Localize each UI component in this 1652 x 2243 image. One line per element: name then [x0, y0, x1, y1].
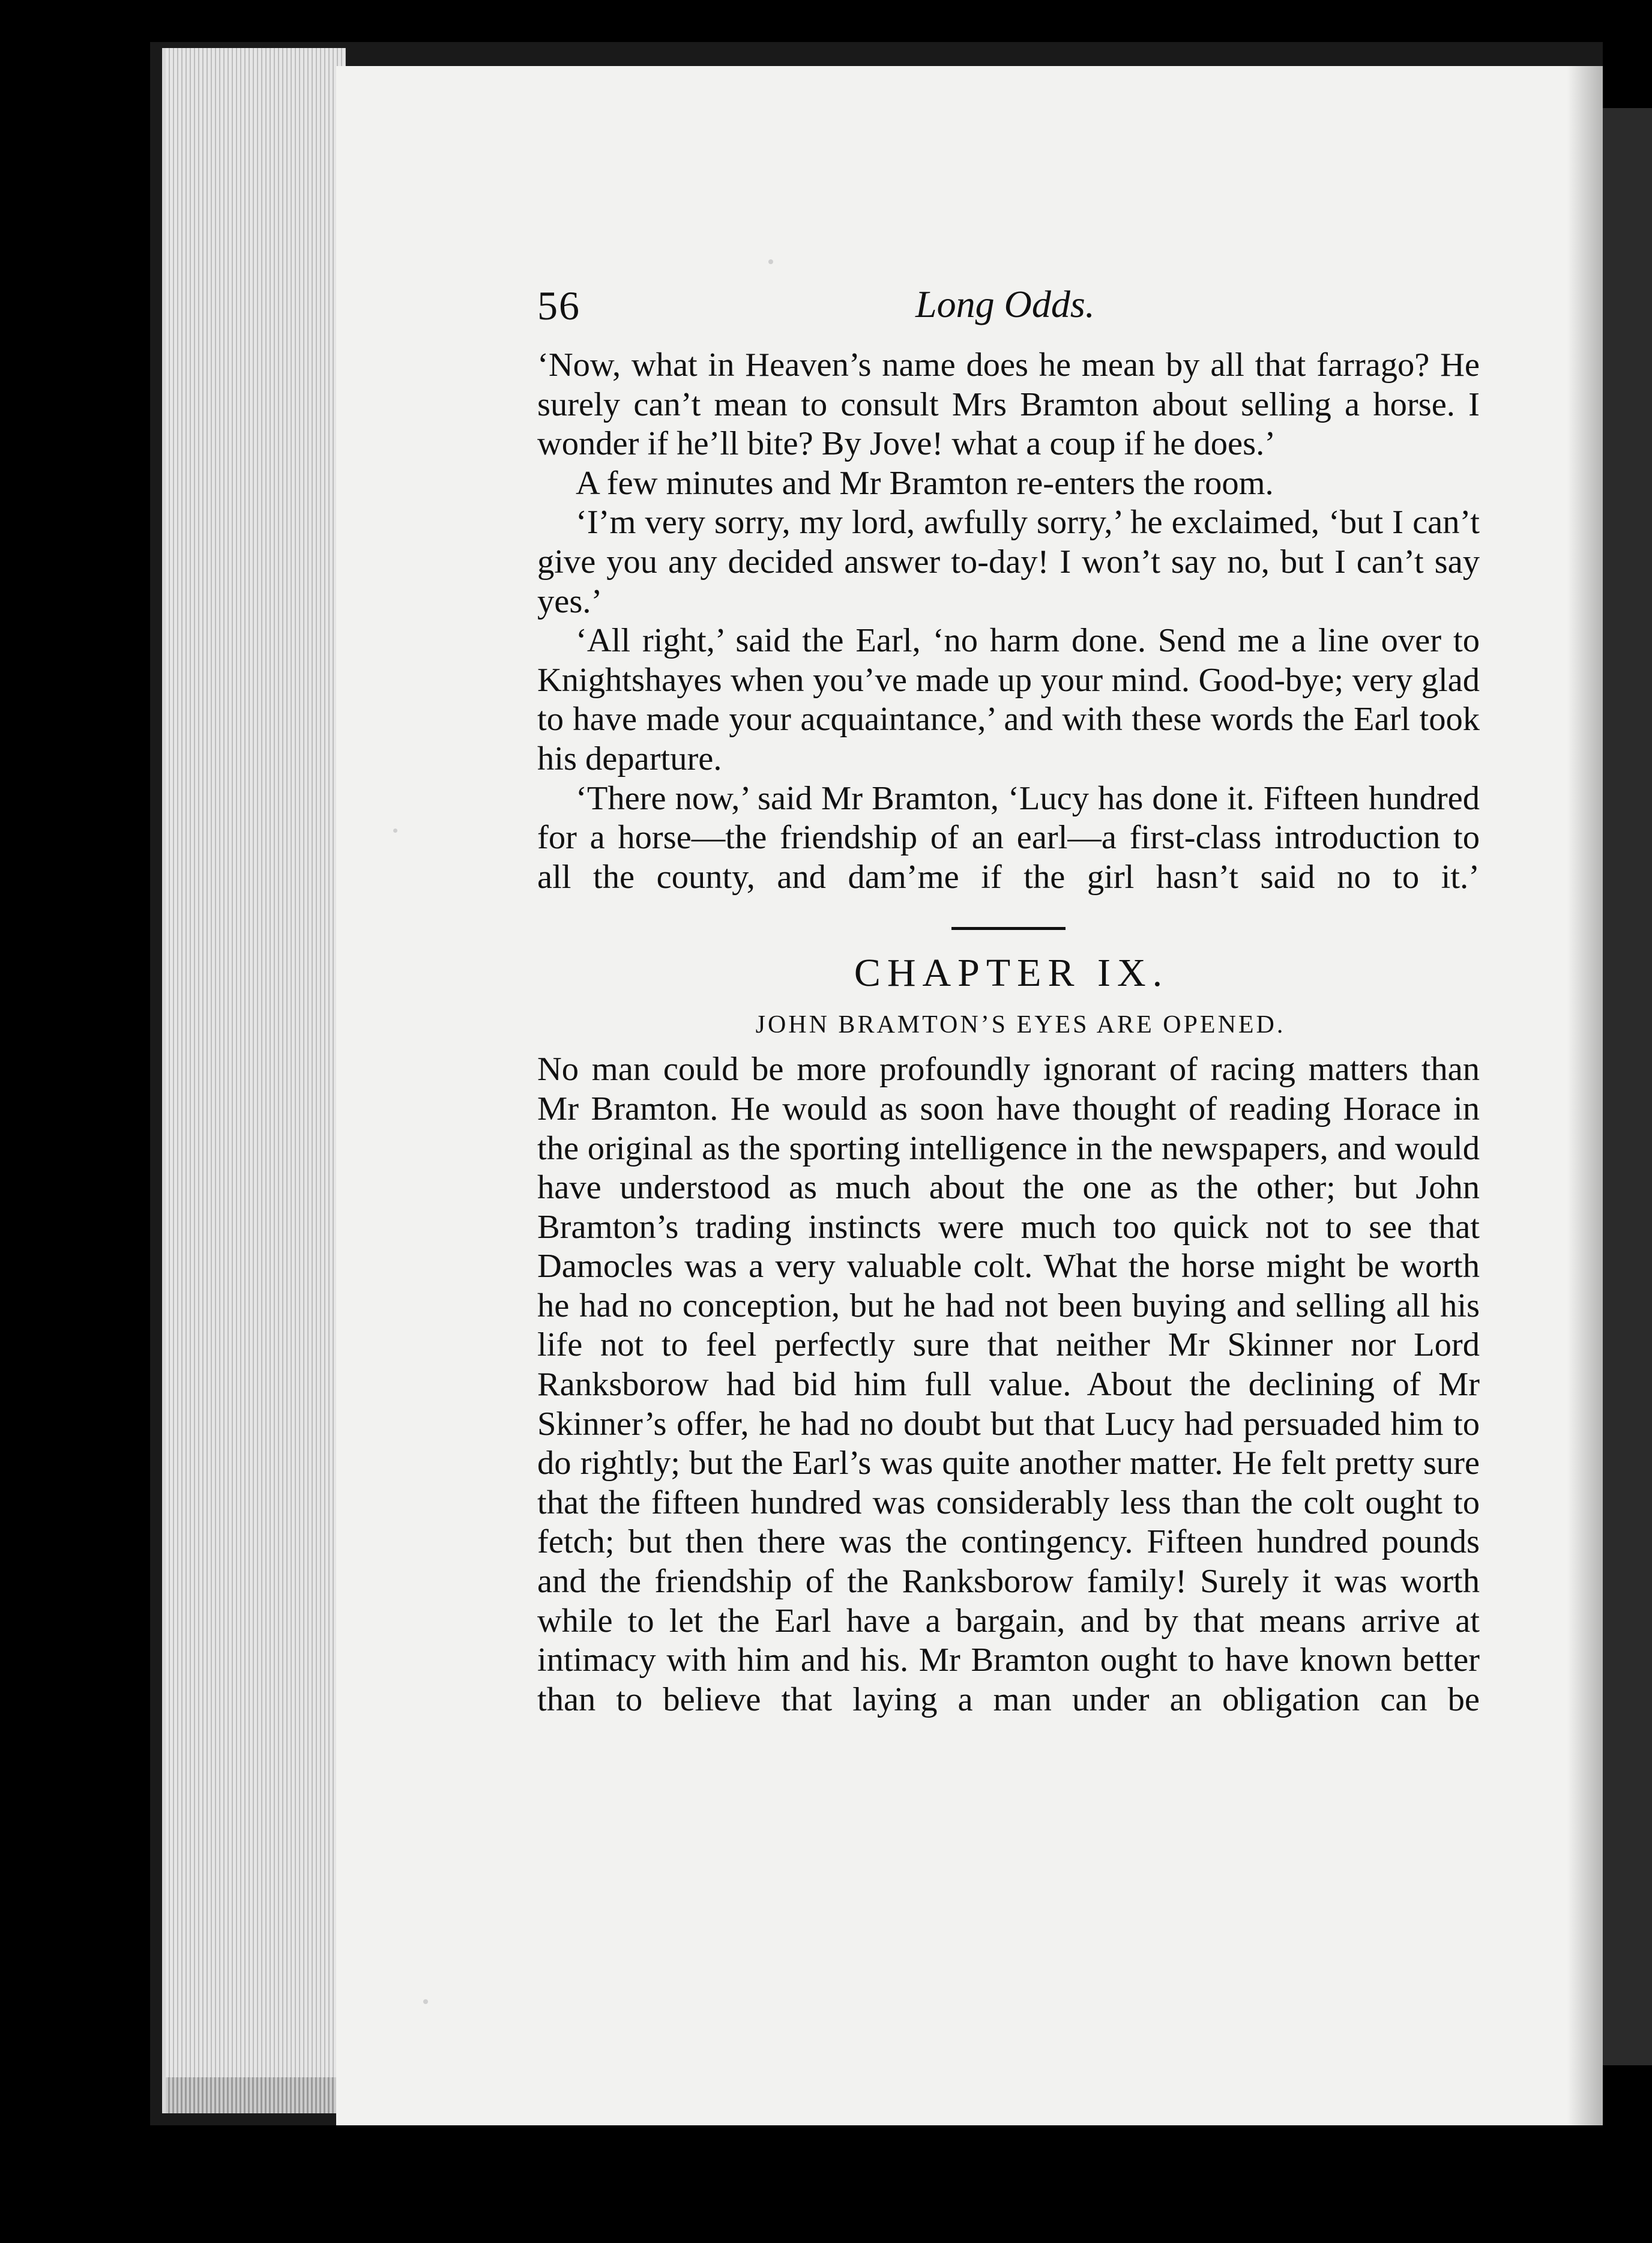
page-number: 56	[537, 283, 580, 328]
paragraph: ‘There now,’ said Mr Bramton, ‘Lucy has done it. Fifteen hundred for a horse—the friendship of an earl—a first-class introduction to all the county, and dam’me if the girl hasn’t said no to it.’	[537, 779, 1480, 896]
paragraph: A few minutes and Mr Bramton re-enters the room.	[576, 464, 1274, 502]
paragraph: ‘Now, what in Heaven’s name does he mean by all that farrago? He surely can’t mean to consult Mrs Bramton about selling a horse. I wonder if he’ll bite? By Jove! what a coup if he does.’	[537, 346, 1480, 463]
running-title: Long Odds.	[915, 283, 1095, 325]
chapter-body	[537, 1050, 1480, 1719]
dust-speck	[768, 259, 773, 264]
paragraph: ‘All right,’ said the Earl, ‘no harm done. Send me a line over to Knightshayes when you’ve made up your mind. Good-bye; very glad to have made your acquaintance,’ and with these words the Earl took his departure.	[537, 622, 1480, 777]
chapter-rule	[951, 927, 1066, 930]
running-head	[537, 282, 1480, 342]
paragraph: ‘I’m very sorry, my lord, awfully sorry,’ he exclaimed, ‘but I can’t give you any decided answer to-day! I won’t say no, but I can’t say yes.’	[537, 504, 1480, 620]
gutter-shadow	[1567, 66, 1603, 2125]
page-edges	[162, 48, 346, 2113]
binding-edge	[1603, 108, 1652, 2065]
dust-speck	[423, 1999, 428, 2004]
section-text	[537, 346, 1480, 897]
paragraph: No man could be more profoundly ignorant of racing matters than Mr Bramton. He would as soon have thought of reading Horace in the original as the sporting intelligence in the newspapers, and would have understood as much about the one as the other; but John Bramton’s trading instincts were much too quick not to see that Damocles was a very valuable colt. What the horse might be worth he had no conception, but he had not been buying and selling all his life not to feel perfectly sure that neither Mr Skinner nor Lord Ranksborow had bid him full value. About the declining of Mr Skinner’s offer, he had no doubt but that Lucy had persuaded him to do rightly; but the Earl’s was quite another matter. He felt pretty sure that the fifteen hundred was considerably less than the colt ought to fetch; but then there was the contingency. Fifteen hundred pounds and the friendship of the Ranksborow family! Surely it was worth while to let the Earl have a bargain, and by that means arrive at intimacy with him and his. Mr Bramton ought to have known better than to believe that laying a man under an obligation can be	[537, 1051, 1480, 1718]
chapter-heading: CHAPTER IX.	[854, 951, 1169, 995]
chapter-subtitle: JOHN BRAMTON’S EYES ARE OPENED.	[755, 1011, 1286, 1039]
text-block	[537, 282, 1480, 1719]
dust-speck	[393, 829, 397, 833]
